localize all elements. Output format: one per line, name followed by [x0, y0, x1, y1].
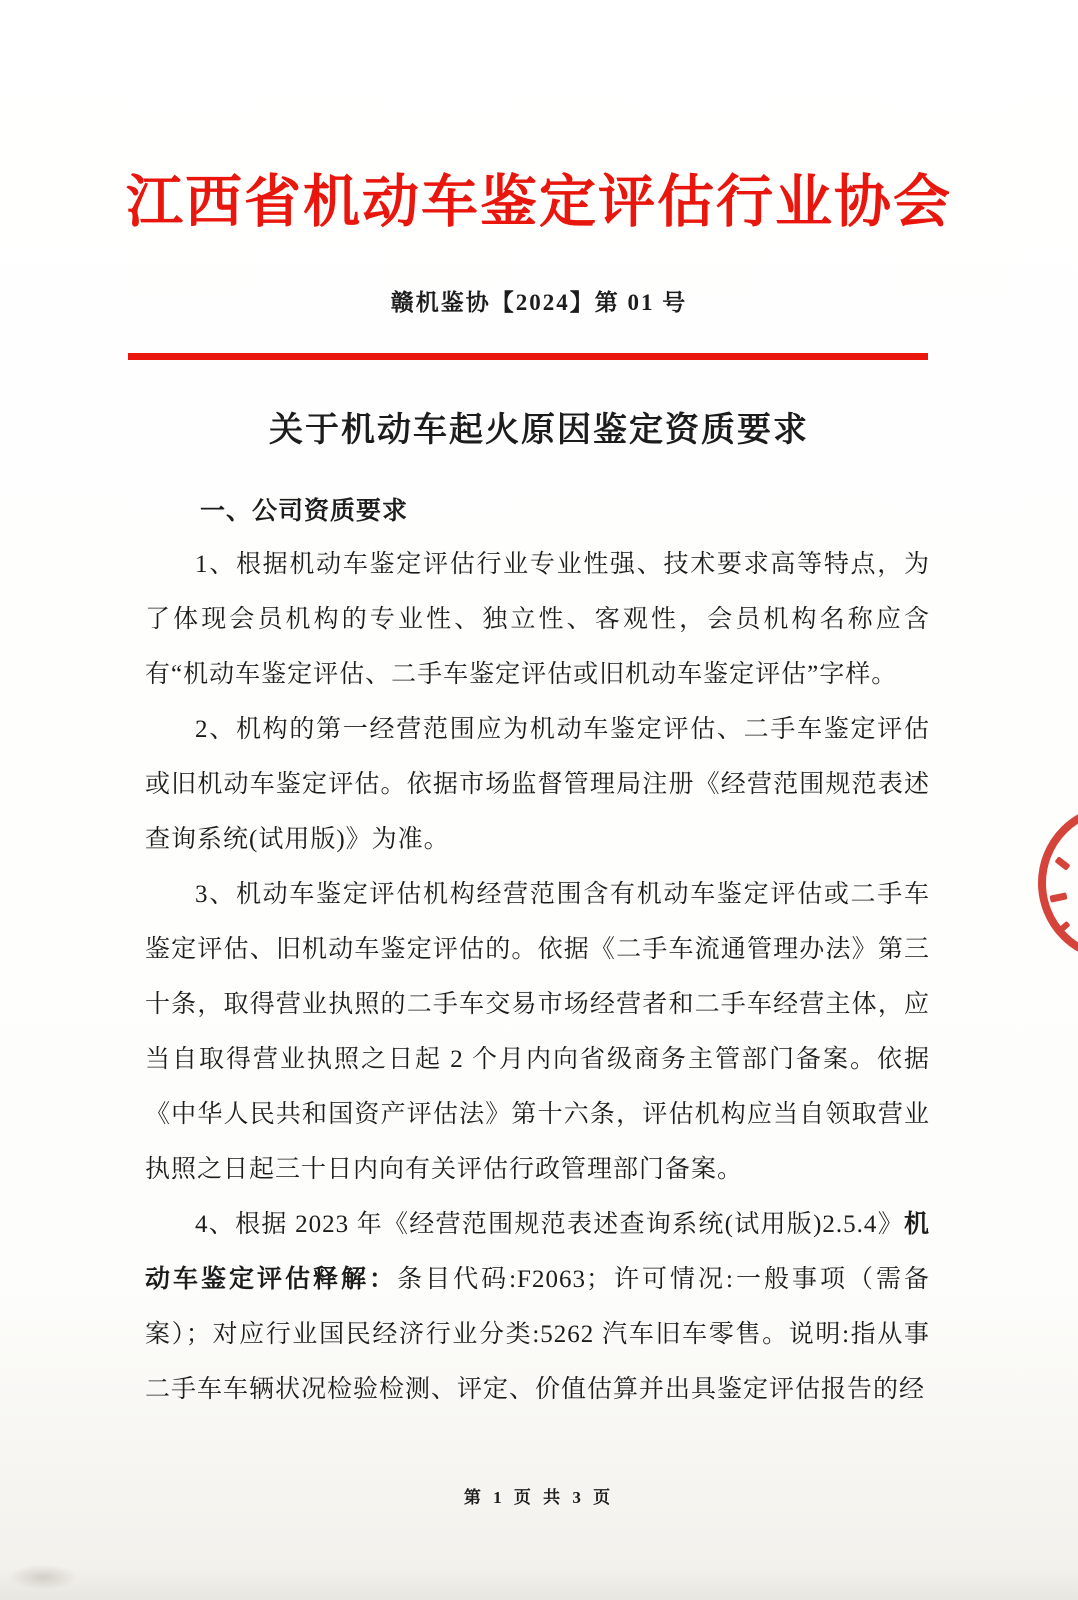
- document-title: 关于机动车起火原因鉴定资质要求: [269, 412, 809, 449]
- org-title: 江西省机动车鉴定评估行业协会: [126, 171, 952, 234]
- paragraph-3: 3、机动车鉴定评估机构经营范围含有机动车鉴定评估或二手车鉴定评估、旧机动车鉴定评估的。依据《二手车流通管理办法》第三十条，取得营业执照的二手车交易市场经营者和二手车经营主体，应当自取得营业执照之日起 2 个月内向省级商务主管部门备案。依据《中华人民共和国资产评估法》第十六条，评估机构应当自领取营业执照之日起三十日内向有关评估行政管理部门备案。: [145, 881, 930, 1183]
- paragraph-4-rest: 条目代码:F2063；许可情况:一般事项（需备案）；对应行业国民经济行业分类:5262 汽车旧车零售。说明:指从事二手车车辆状况检验检测、评定、价值估算并出具鉴定评估报告的经: [145, 1266, 930, 1403]
- doc-number: 赣机鉴协【2024】第 01 号: [390, 290, 688, 315]
- seal-text-fragment: [1054, 856, 1070, 871]
- seal-text-fragment: [1049, 892, 1067, 902]
- seal-text-fragment: [1057, 921, 1070, 933]
- paragraph-1: 1、根据机动车鉴定评估行业专业性强、技术要求高等特点，为了体现会员机构的专业性、独立性、客观性，会员机构名称应含有“机动车鉴定评估、二手车鉴定评估或旧机动车鉴定评估”字样。: [145, 551, 930, 688]
- section-heading: 一、公司资质要求: [200, 498, 409, 525]
- paragraph-4-bold-term: 机动车鉴定评估释解：: [145, 1211, 930, 1293]
- paragraph-2: 2、机构的第一经营范围应为机动车鉴定评估、二手车鉴定评估或旧机动车鉴定评估。依据市场监督管理局注册《经营范围规范表述查询系统(试用版)》为准。: [145, 716, 930, 853]
- scan-artifact: [8, 1564, 78, 1590]
- official-seal-partial: [1038, 804, 1078, 962]
- paragraph-4: [145, 1197, 930, 1417]
- document-body: [145, 537, 930, 1417]
- paragraph-4-prefix: 4、根据 2023 年《经营范围规范表述查询系统(试用版)2.5.4》: [195, 1211, 904, 1238]
- red-divider-line: [128, 353, 928, 360]
- page-footer: 第 1 页 共 3 页: [463, 1488, 615, 1507]
